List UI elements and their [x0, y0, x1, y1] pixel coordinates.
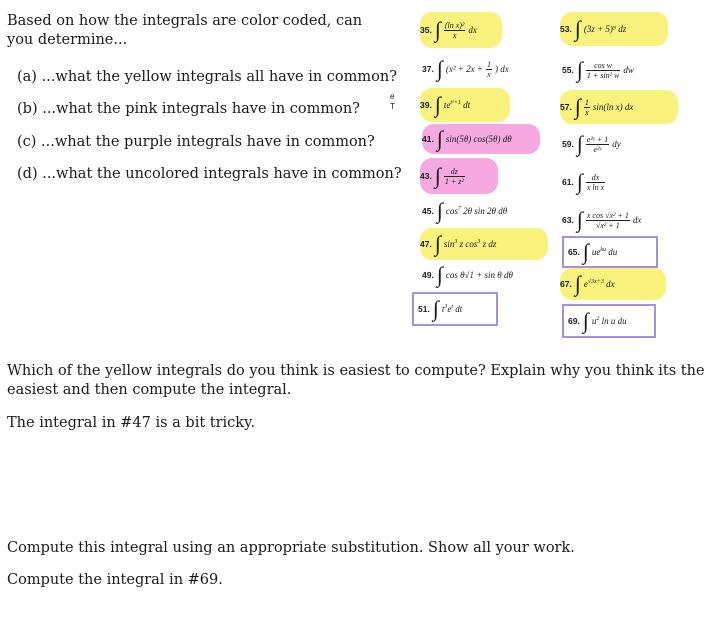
intro-text: Based on how the integrals are color coded, can you determine... [7, 13, 363, 48]
integral-37: 37. ∫ (x² + 2x + $\frac{1}{x}$ ) dx [422, 56, 509, 81]
integral-sign-icon: ∫ [434, 231, 441, 256]
integral-sign-icon: ∫ [436, 198, 443, 223]
prompt-substitution: Compute this integral using an appropriate substitution. Show all your work. [7, 540, 575, 556]
integral-sign-icon: ∫ [436, 56, 443, 81]
integral-43: 43. ∫ $\frac{dz}{\text{1 + z²}}$ [420, 158, 498, 194]
integral-35: 35. ∫ $\frac{\text{(ln x)²}}{x}$ dx [420, 12, 502, 48]
integral-sign-icon: ∫ [574, 271, 581, 296]
integral-sign-icon: ∫ [576, 57, 583, 82]
margin-letters: e T [390, 92, 395, 111]
integral-sheet [400, 8, 700, 338]
integral-59: 59. ∫ $\frac{\text{e²ʸ + 1}}{\text{e²ʸ}}$ dy [562, 131, 621, 156]
integral-47: 47. ∫ $\sin^3 z$ $\cos^3 z$ dz [420, 228, 548, 260]
question-d: (d) ...what the uncolored integrals have in common? [17, 166, 402, 182]
integral-45: 45. ∫ $\cos^7 2\theta$ sin 2θ dθ [422, 198, 508, 223]
integral-sign-icon: ∫ [582, 239, 589, 264]
integral-sign-icon: ∫ [574, 94, 581, 119]
integral-sign-icon: ∫ [432, 296, 439, 321]
integral-63: 63. ∫ $\frac{\text{x cos √x² + 1}}{\text{√x² + 1}}$ dx [562, 207, 642, 232]
integral-sign-icon: ∫ [576, 207, 583, 232]
prompt-yellow-easiest: Which of the yellow integrals do you think is easiest to compute? Explain why you think its the easiest and then compute the integral. [7, 363, 705, 398]
integral-53: 53. ∫ (3z + 5)⁹ dz [560, 12, 668, 46]
question-c: (c) ...what the purple integrals have in common? [17, 134, 375, 150]
integral-57: 57. ∫ $\frac{1}{x}$ sin(ln x) dx [560, 90, 678, 124]
integral-sign-icon: ∫ [576, 169, 583, 194]
integral-sign-icon: ∫ [574, 16, 581, 41]
prompt-47-tricky: The integral in #47 is a bit tricky. [7, 415, 255, 431]
question-b: (b) ...what the pink integrals have in common? [17, 101, 360, 117]
integral-39: 39. ∫ $te^{t^2+1}$ dt [420, 88, 510, 122]
integral-sign-icon: ∫ [434, 163, 441, 188]
integral-sign-icon: ∫ [434, 17, 441, 42]
integral-65: 65. ∫ $ue^{ku}$ du [562, 236, 658, 268]
integral-51: 51. ∫ $t^3e^t$ dt [412, 292, 498, 326]
integral-sign-icon: ∫ [434, 92, 441, 117]
integral-sign-icon: ∫ [582, 308, 589, 333]
integral-49: 49. ∫ cos θ√1 + sin θ dθ [422, 262, 513, 287]
integral-41: 41. ∫ sin(5θ) cos(5θ) dθ [422, 124, 540, 154]
integral-67: 67. ∫ $e^{√3x+3}$ dx [560, 268, 666, 300]
prompt-69: Compute the integral in #69. [7, 572, 223, 588]
integral-61: 61. ∫ $\frac{dx}{\text{x ln x}}$ [562, 169, 605, 194]
integral-sign-icon: ∫ [576, 131, 583, 156]
integral-sign-icon: ∫ [436, 262, 443, 287]
integral-69: 69. ∫ $u^2$ ln u du [562, 304, 656, 338]
integral-sign-icon: ∫ [436, 126, 443, 151]
integral-55: 55. ∫ $\frac{\text{cos w}}{\text{1 + sin² w}}$ dw [562, 57, 634, 82]
question-a: (a) ...what the yellow integrals all have in common? [17, 69, 397, 85]
